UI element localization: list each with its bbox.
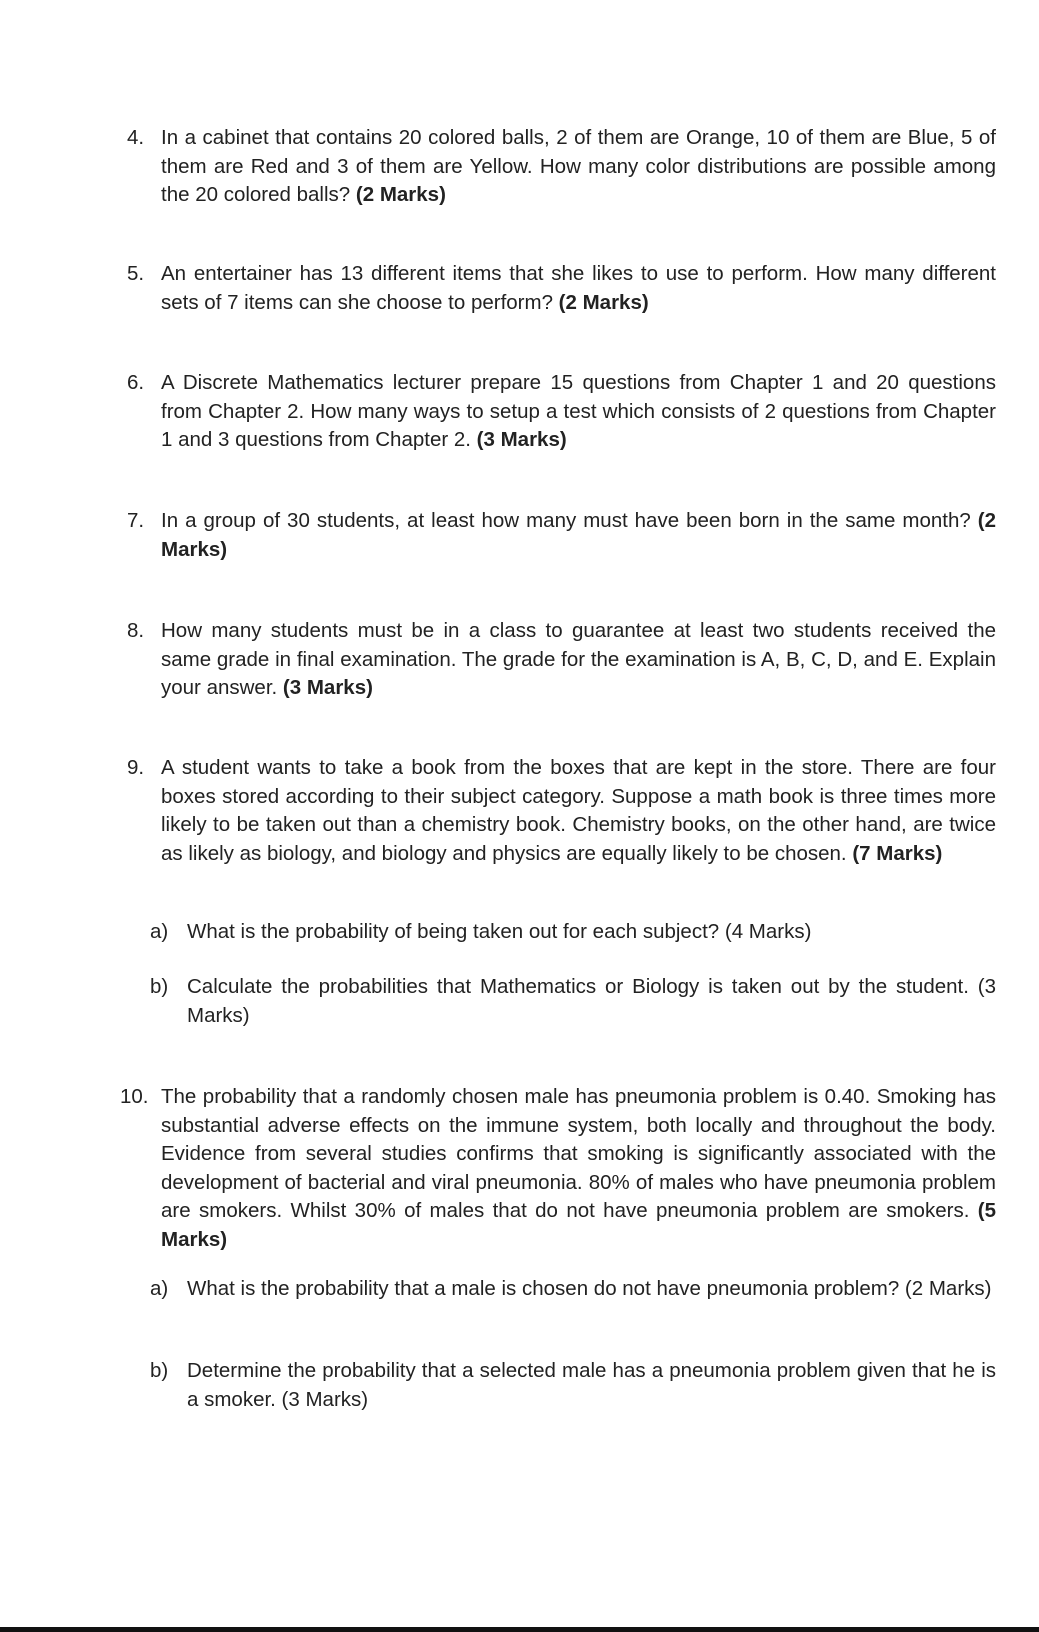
question-body: A Discrete Mathematics lecturer prepare 15 questions from Chapter 1 and 20 questions from Chapter 2. How many ways to setup a test which consists of 2 questions from Chapter 1 and 3 questions from Chapter 2. — [161, 371, 996, 451]
question-text — [161, 1083, 996, 1254]
question-6 — [120, 369, 996, 455]
question-number: 4. — [127, 126, 145, 149]
question-5 — [120, 260, 996, 317]
question-number: 5. — [127, 262, 145, 285]
question-9 — [120, 754, 996, 868]
question-marks: (3 Marks) — [476, 428, 567, 451]
question-body: The probability that a randomly chosen male has pneumonia problem is 0.40. Smoking has substantial adverse effects on the immune system, both locally and throughout the body. Evidence from several studies confirms that smoking is significantly associated with the development of bacterial and viral pneumonia. 80% of males who have pneumonia problem are smokers. Whilst 30% of males that do not have pneumonia problem are smokers. — [161, 1085, 996, 1222]
part-label: a) — [150, 920, 169, 943]
question-body: In a cabinet that contains 20 colored balls, 2 of them are Orange, 10 of them are Blue, 5 of them are Red and 3 of them are Yellow. How many color distributions are possible among the 20 colored balls? — [161, 126, 996, 206]
question-10-part-b — [150, 1357, 996, 1414]
question-4 — [120, 124, 996, 210]
part-label: b) — [150, 1359, 169, 1382]
part-text: What is the probability of being taken out for each subject? (4 Marks) — [187, 920, 812, 943]
question-marks: (2 Marks) — [161, 509, 996, 561]
question-number: 10. — [120, 1085, 149, 1108]
question-9-part-b — [150, 973, 996, 1030]
question-number: 6. — [127, 371, 145, 394]
question-text — [161, 617, 996, 703]
part-text: Calculate the probabilities that Mathematics or Biology is taken out by the student. (3 Marks) — [187, 975, 996, 1027]
question-text — [161, 369, 996, 455]
question-marks: (2 Marks) — [558, 290, 649, 314]
question-marks: (5 Marks) — [161, 1199, 996, 1251]
question-10 — [120, 1083, 996, 1254]
page-bottom-border — [0, 1627, 1039, 1632]
question-number: 9. — [127, 756, 145, 779]
question-marks: (7 Marks) — [852, 841, 943, 865]
question-number: 7. — [127, 509, 145, 532]
question-number: 8. — [127, 619, 145, 642]
question-body: An entertainer has 13 different items that she likes to use to perform. How many different sets of 7 items can she choose to perform? — [161, 262, 996, 314]
question-8 — [120, 617, 996, 703]
question-marks: (3 Marks) — [282, 676, 373, 699]
part-label: a) — [150, 1277, 169, 1300]
question-marks: (2 Marks) — [355, 183, 446, 206]
question-7 — [120, 507, 996, 564]
question-text — [161, 507, 996, 564]
question-body: In a group of 30 students, at least how many must have been born in the same month? — [161, 509, 978, 532]
question-10-part-a — [150, 1275, 996, 1304]
question-text — [161, 124, 996, 210]
question-body: How many students must be in a class to guarantee at least two students received the same grade in final examination. The grade for the examination is A, B, C, D, and E. Explain your answer. — [161, 619, 996, 699]
question-text — [161, 260, 996, 317]
question-body: A student wants to take a book from the boxes that are kept in the store. There are four boxes stored according to their subject category. Suppose a math book is three times more likely to be taken out than a chemistry book. Chemistry books, on the other hand, are twice as likely as biology, and biology and physics are equally likely to be chosen. — [161, 756, 996, 865]
part-text: Determine the probability that a selected male has a pneumonia problem given that he is a smoker. (3 Marks) — [187, 1359, 996, 1411]
part-text: What is the probability that a male is chosen do not have pneumonia problem? (2 Marks) — [187, 1277, 992, 1300]
part-label: b) — [150, 975, 169, 998]
question-9-part-a — [150, 918, 996, 947]
question-text — [161, 754, 996, 868]
